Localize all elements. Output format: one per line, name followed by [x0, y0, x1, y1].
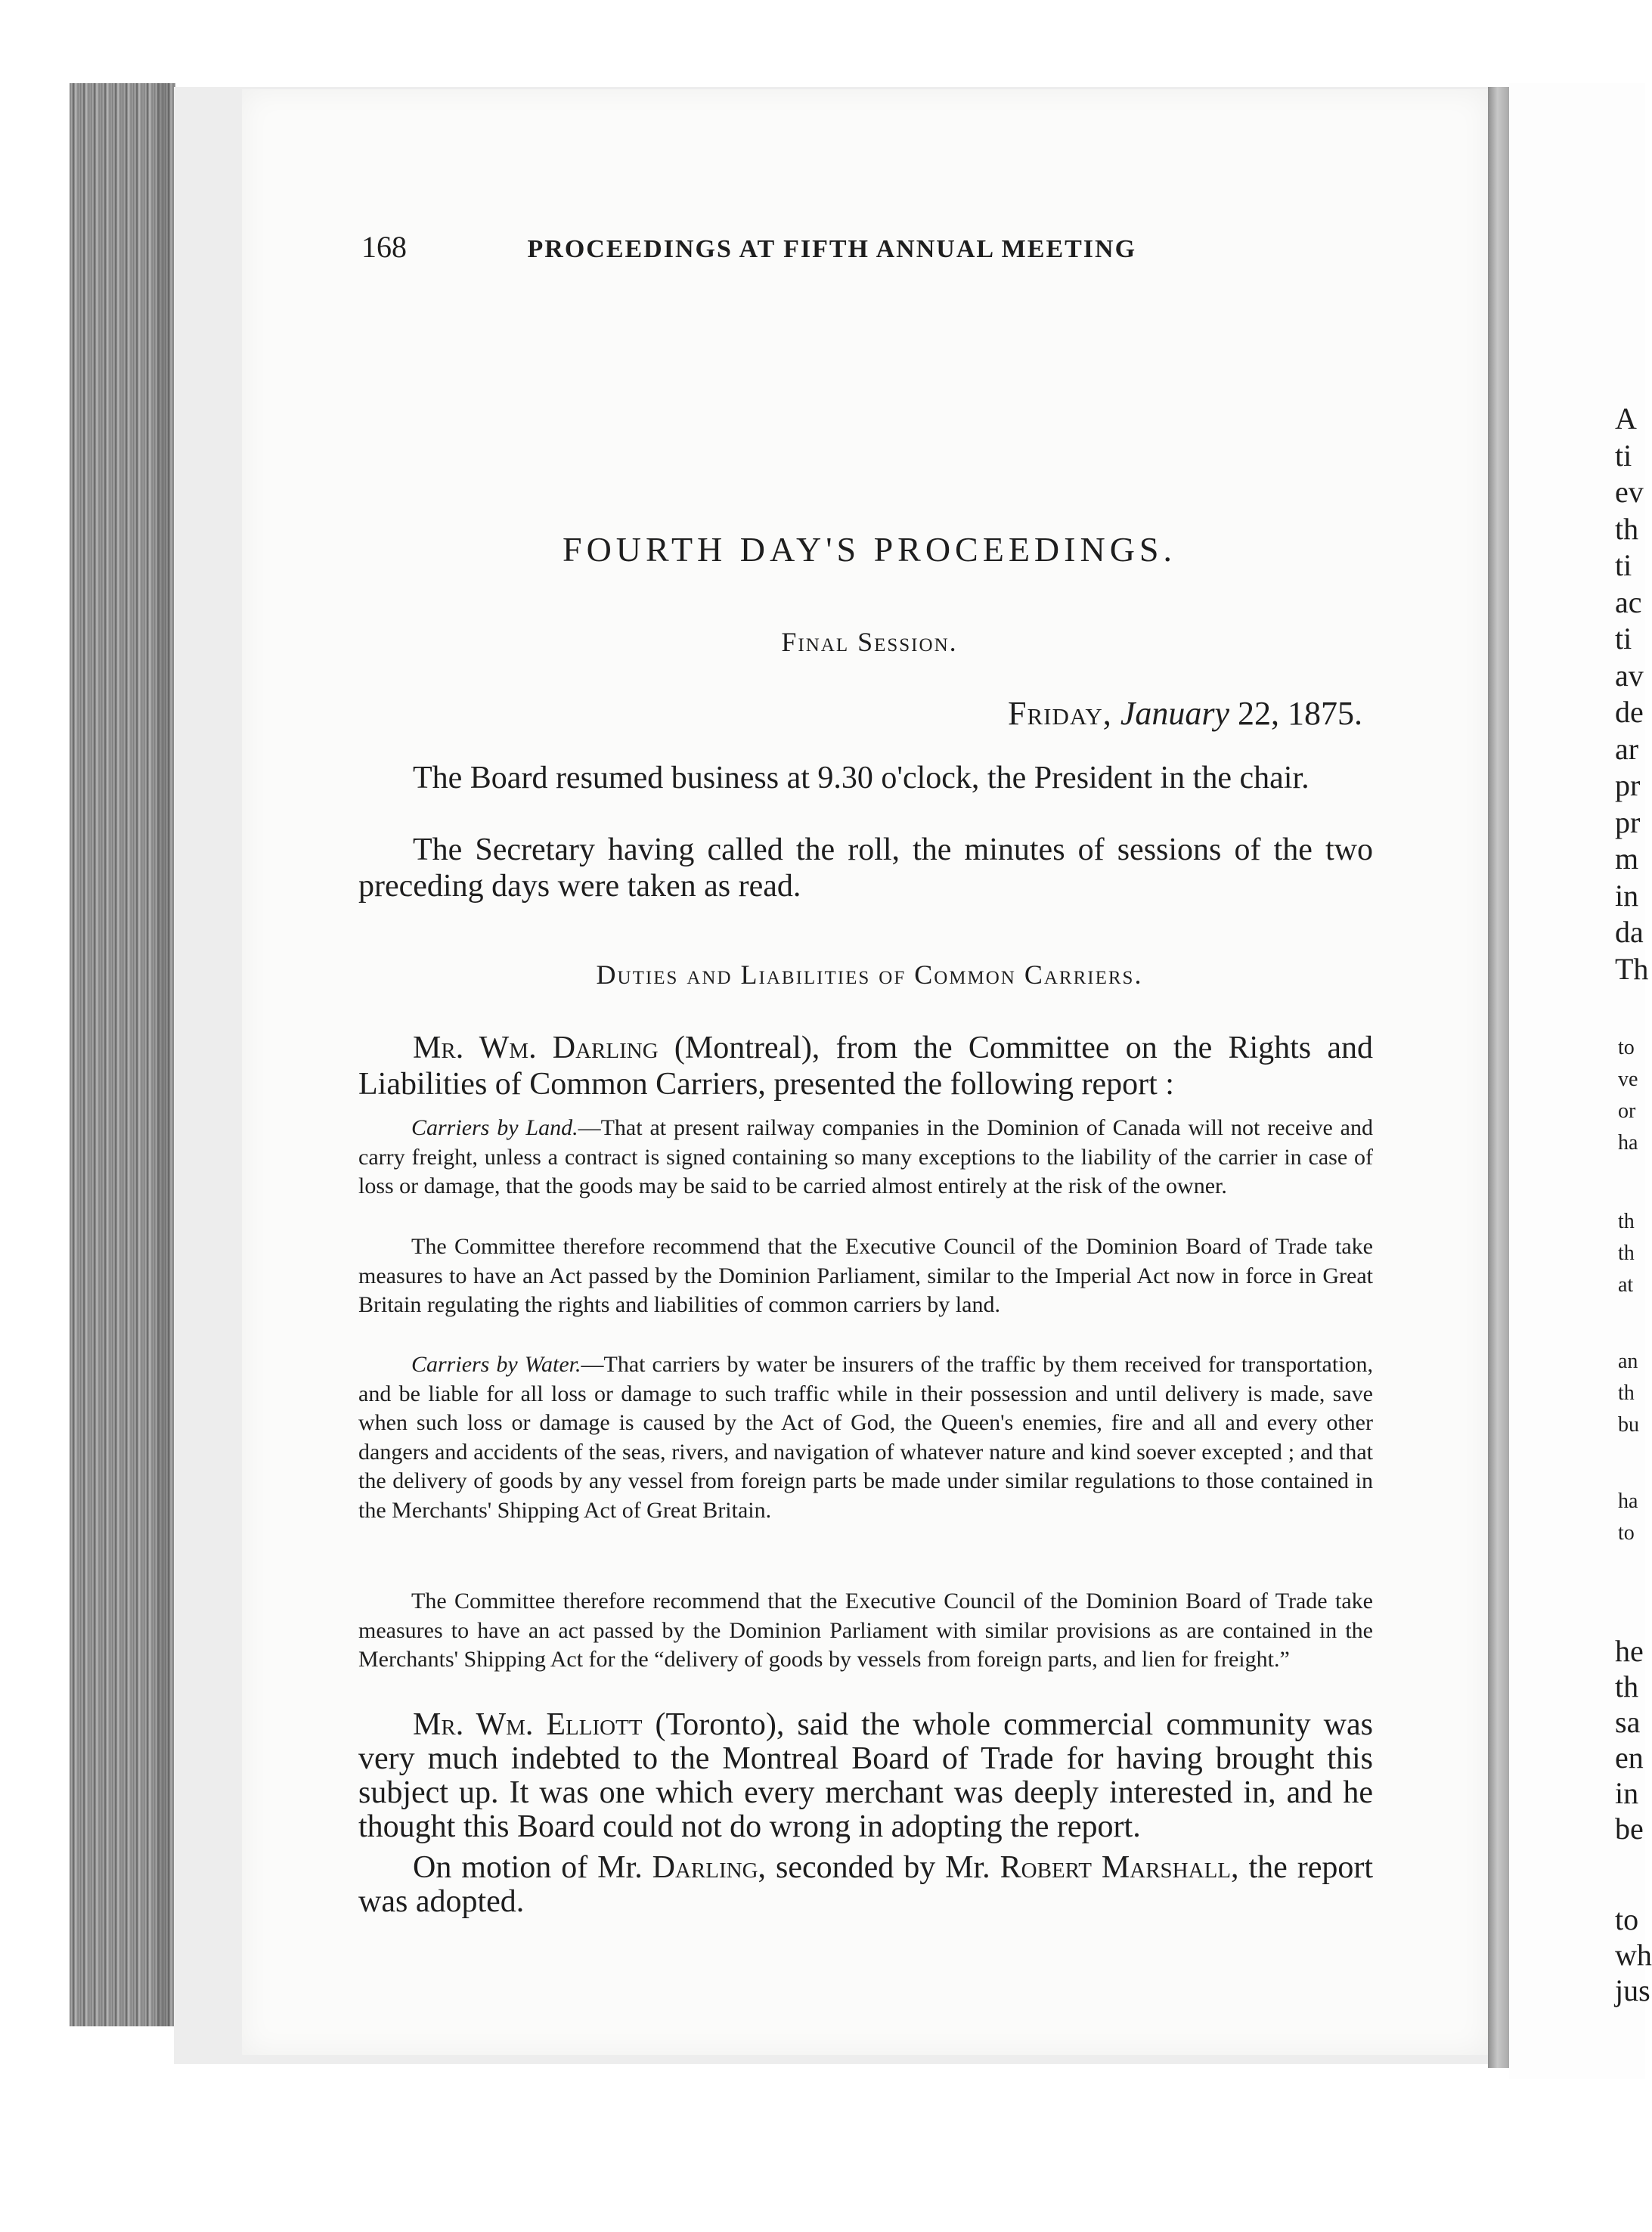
facing-line-5: ac	[1615, 584, 1642, 619]
facing-small-a-3: ha	[1618, 1131, 1638, 1155]
water-text: —That carriers by water be insurers of the traffic by them received for transportation, and be liable for all loss or damage to such traffic while in their possession and until delivery is made, save when such loss or damage is caused by the Act of God, the Queen's enemies, fire and all and every other dangers and accidents of the seas, rivers, and navigation of whatever nature and kind soever excepted ; and that the delivery of goods by any vessel from foreign parts be made under similar regulations to those contained in the Merchants' Shipping Act of Great Britain.	[358, 1352, 1373, 1523]
report-intro	[358, 1030, 1373, 1102]
facing-line-b-3: en	[1615, 1741, 1644, 1775]
report-water	[358, 1350, 1373, 1525]
facing-small-c-1: th	[1618, 1381, 1635, 1405]
facing-line-11: pr	[1615, 804, 1641, 839]
land-text: —That at present railway companies in the Dominion of Canada will not receive and carry freight, unless a contract is signed containing so many exceptions to the liability of the carrier in case of loss or damage, that the goods may be said to be carried almost entirely at the risk of the owner.	[358, 1115, 1373, 1198]
facing-small-a-2: or	[1618, 1099, 1636, 1123]
report-land	[358, 1114, 1373, 1201]
dateline-month: January	[1120, 695, 1229, 732]
facing-line-7: av	[1615, 658, 1644, 693]
opening-paragraph-1: The Board resumed business at 9.30 o'clock, the President in the chair.	[413, 761, 1310, 795]
facing-line-13: in	[1615, 878, 1639, 913]
facing-line-c-0: to	[1615, 1902, 1639, 1936]
motion-start: On motion of Mr.	[413, 1850, 643, 1885]
facing-line-2: ev	[1615, 475, 1644, 509]
page-gutter	[1488, 87, 1509, 2068]
facing-line-8: de	[1615, 695, 1644, 729]
facing-line-1: ti	[1615, 438, 1632, 473]
report-water-recommend: The Committee therefore recommend that the Executive Council of the Dominion Board of Trade take measures to have an act passed by the Dominion Parliament with similar provisions as are contained in the Merchants' Shipping Act for the “delivery of goods by vessels from foreign parts, and lien for freight.”	[358, 1589, 1373, 1672]
facing-small-b-0: th	[1618, 1210, 1635, 1233]
facing-small-b-1: th	[1618, 1242, 1635, 1265]
facing-line-6: ti	[1615, 622, 1632, 656]
motion-end: , the report was adopted.	[358, 1850, 1373, 1919]
facing-line-b-4: in	[1615, 1776, 1639, 1810]
speaker-elliott: Mr. Wm. Elliott	[413, 1707, 643, 1742]
facing-line-15: Th	[1615, 951, 1649, 986]
motion-seconder: Robert Marshall	[1000, 1850, 1231, 1885]
facing-line-c-1: wh	[1615, 1938, 1652, 1972]
running-header	[361, 229, 1238, 265]
motion-paragraph	[358, 1851, 1373, 1919]
motion-mover: Darling	[652, 1850, 758, 1885]
facing-line-4: ti	[1615, 548, 1632, 582]
elliott-text: (Toronto), said the whole commercial community was very much indebted to the Montreal Board of Trade for having brought this subject up. It was one which every merchant was deeply interested in, and he thought this Board could not do wrong in adopting the report.	[358, 1707, 1374, 1844]
facing-line-c-2: jus	[1615, 1973, 1650, 2007]
facing-line-14: da	[1615, 915, 1644, 949]
facing-line-10: pr	[1615, 768, 1641, 802]
facing-small-d-0: ha	[1618, 1490, 1638, 1513]
spine-shadow	[159, 83, 175, 2026]
facing-line-b-1: th	[1615, 1669, 1639, 1703]
day-heading: FOURTH DAY'S PROCEEDINGS.	[563, 530, 1176, 569]
facing-small-a-1: ve	[1618, 1068, 1638, 1091]
facing-line-b-2: sa	[1615, 1705, 1641, 1739]
running-title: PROCEEDINGS AT FIFTH ANNUAL MEETING	[527, 235, 1137, 263]
report-intro-text: (Montreal), from the Committee on the Rights and Liabilities of Common Carriers, presented the following report :	[358, 1031, 1374, 1102]
water-label: Carriers by Water.	[411, 1352, 581, 1377]
motion-mid: , seconded by Mr.	[758, 1850, 990, 1885]
report-land-recommend: The Committee therefore recommend that the Executive Council of the Dominion Board of Trade take measures to have an Act passed by the Dominion Parliament, similar to the Imperial Act now in force in Great Britain regulating the rights and liabilities of common carriers by land.	[358, 1234, 1373, 1317]
facing-line-12: m	[1615, 842, 1639, 876]
facing-line-3: th	[1615, 511, 1639, 546]
dateline-weekday: Friday,	[1008, 695, 1112, 732]
facing-line-9: ar	[1615, 731, 1639, 766]
facing-small-b-2: at	[1618, 1273, 1634, 1297]
facing-small-c-0: an	[1618, 1350, 1638, 1373]
facing-line-0: A	[1615, 401, 1637, 436]
facing-small-c-2: bu	[1618, 1413, 1639, 1437]
land-label: Carriers by Land.	[411, 1115, 578, 1140]
facing-line-b-5: be	[1615, 1812, 1644, 1846]
page-number: 168	[361, 230, 407, 264]
facing-small-d-1: to	[1618, 1521, 1635, 1545]
session-heading: Final Session.	[781, 627, 958, 657]
section-heading: Duties and Liabilities of Common Carriers.	[596, 959, 1143, 990]
elliott-speech	[358, 1708, 1373, 1844]
speaker-darling: Mr. Wm. Darling	[413, 1031, 659, 1065]
dateline-day-year: 22, 1875.	[1238, 695, 1362, 732]
dateline	[817, 694, 1362, 733]
facing-small-a-0: to	[1618, 1036, 1635, 1059]
opening-paragraph-2: The Secretary having called the roll, the minutes of sessions of the two preceding days were taken as read.	[358, 832, 1373, 904]
facing-line-b-0: he	[1615, 1634, 1644, 1668]
